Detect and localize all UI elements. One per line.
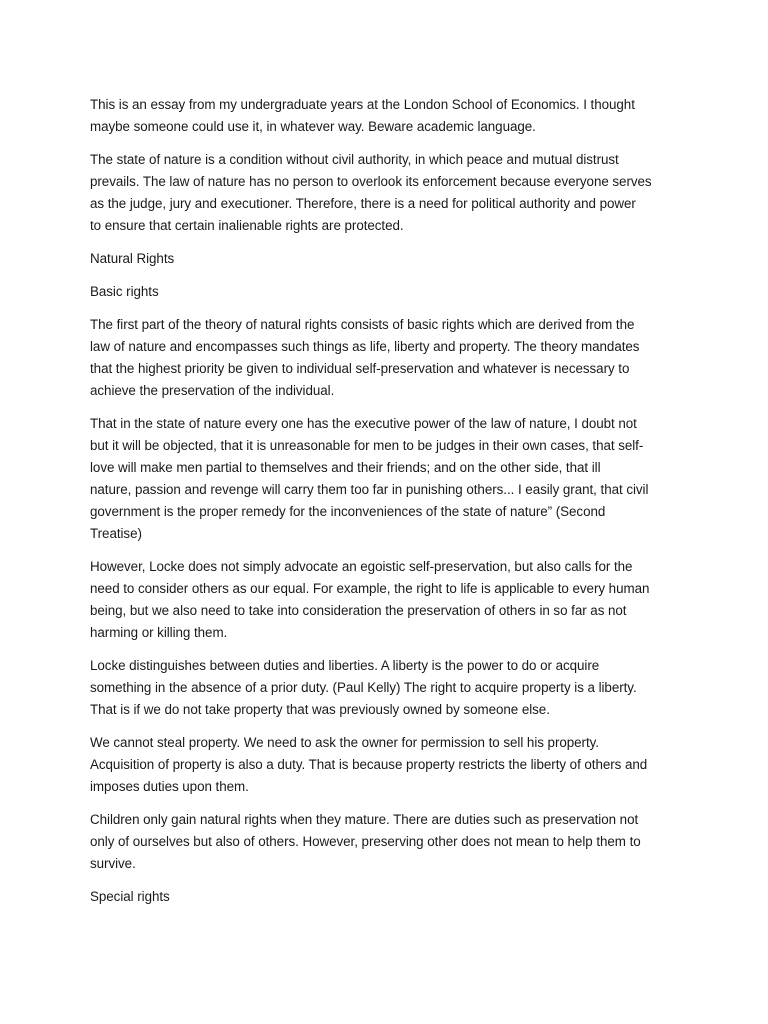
text-line: survive. bbox=[90, 856, 136, 871]
text-line: being, but we also need to take into consideration the preservation of others in so far as not bbox=[90, 603, 627, 618]
text-line: only of ourselves but also of others. However, preserving other does not mean to help them to bbox=[90, 834, 641, 849]
text-line: Children only gain natural rights when they mature. There are duties such as preservation not bbox=[90, 812, 639, 827]
text-line: The state of nature is a condition without civil authority, in which peace and mutual distrust bbox=[90, 152, 619, 167]
document-page bbox=[90, 94, 690, 919]
text-line: This is an essay from my undergraduate years at the London School of Economics. I thought bbox=[90, 97, 635, 112]
paragraph-state-of-nature bbox=[90, 149, 690, 237]
text-line: We cannot steal property. We need to ask the owner for permission to sell his property. bbox=[90, 735, 599, 750]
text-line: harming or killing them. bbox=[90, 625, 228, 640]
paragraph-quote-second-treatise bbox=[90, 413, 690, 545]
text-line: love will make men partial to themselves and their friends; and on the other side, that ill bbox=[90, 460, 601, 475]
text-line: achieve the preservation of the individual. bbox=[90, 383, 335, 398]
text-line: However, Locke does not simply advocate an egoistic self-preservation, but also calls for the bbox=[90, 559, 633, 574]
text-line: Acquisition of property is also a duty. That is because property restricts the liberty of others and bbox=[90, 757, 648, 772]
text-line: The first part of the theory of natural rights consists of basic rights which are derived from the bbox=[90, 317, 635, 332]
paragraph-basic-rights bbox=[90, 314, 690, 402]
heading-text: Basic rights bbox=[90, 284, 159, 299]
paragraph-children-rights bbox=[90, 809, 690, 875]
text-line: but it will be objected, that it is unreasonable for men to be judges in their own cases, that self- bbox=[90, 438, 644, 453]
paragraph-duties-liberties bbox=[90, 655, 690, 721]
heading-text: Special rights bbox=[90, 889, 170, 904]
heading-text: Natural Rights bbox=[90, 251, 175, 266]
heading-natural-rights bbox=[90, 248, 690, 270]
heading-basic-rights bbox=[90, 281, 690, 303]
text-line: maybe someone could use it, in whatever way. Beware academic language. bbox=[90, 119, 536, 134]
text-line: that the highest priority be given to individual self-preservation and whatever is necessary to bbox=[90, 361, 630, 376]
text-line: prevails. The law of nature has no person to overlook its enforcement because everyone serves bbox=[90, 174, 652, 189]
text-line: imposes duties upon them. bbox=[90, 779, 249, 794]
text-line: Locke distinguishes between duties and liberties. A liberty is the power to do or acquire bbox=[90, 658, 600, 673]
text-line: That in the state of nature every one has the executive power of the law of nature, I doubt not bbox=[90, 416, 637, 431]
heading-special-rights bbox=[90, 886, 690, 908]
text-line: law of nature and encompasses such things as life, liberty and property. The theory mandates bbox=[90, 339, 640, 354]
text-line: as the judge, jury and executioner. Therefore, there is a need for political authority and power bbox=[90, 196, 636, 211]
paragraph-intro bbox=[90, 94, 690, 138]
text-line: something in the absence of a prior duty. (Paul Kelly) The right to acquire property is a liberty. bbox=[90, 680, 637, 695]
text-line: Treatise) bbox=[90, 526, 142, 541]
text-line: nature, passion and revenge will carry them too far in punishing others... I easily grant, that civil bbox=[90, 482, 649, 497]
paragraph-locke-self-preservation bbox=[90, 556, 690, 644]
text-line: government is the proper remedy for the inconveniences of the state of nature” (Second bbox=[90, 504, 606, 519]
text-line: That is if we do not take property that was previously owned by someone else. bbox=[90, 702, 550, 717]
text-line: to ensure that certain inalienable rights are protected. bbox=[90, 218, 404, 233]
text-line: need to consider others as our equal. For example, the right to life is applicable to every human bbox=[90, 581, 650, 596]
paragraph-steal-property bbox=[90, 732, 690, 798]
